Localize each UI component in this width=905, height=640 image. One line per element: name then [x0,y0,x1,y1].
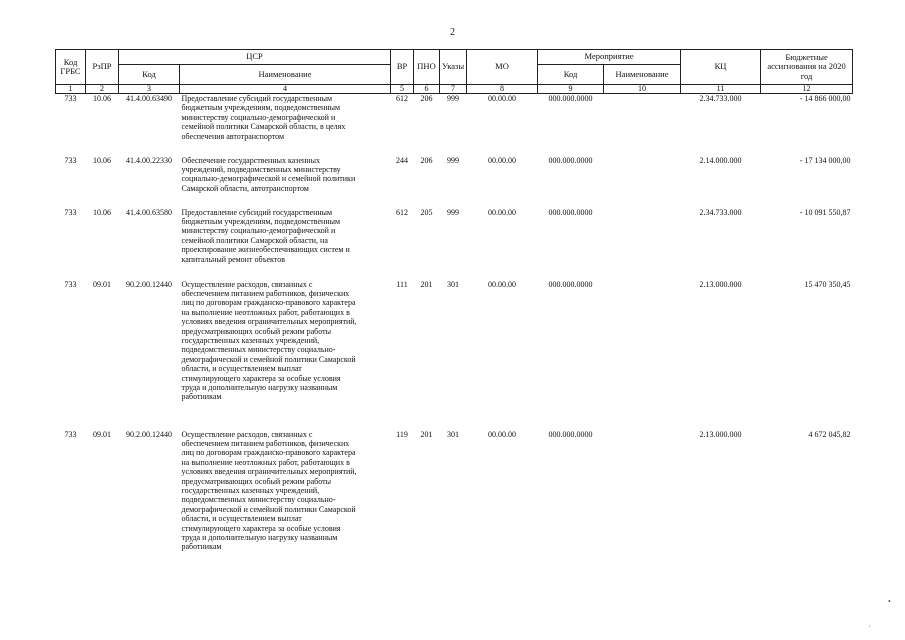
cell-mer-kod: 000.000.0000 [548,279,593,289]
cell-rzpr: 09.01 [93,429,111,439]
cell-grbs: 733 [64,279,77,289]
scan-speck: • [888,597,891,606]
cell-csr: 41.4.00.22330 [126,155,172,165]
table-row [56,280,853,430]
cell-vr: 612 [396,94,409,103]
cell-kc: 2.34.733.000 [699,207,742,217]
header-kod-grbs: Код ГРБС [56,50,86,85]
cell-rzpr: 10.06 [93,207,111,217]
cell-amount: 4 672 045,82 [808,429,851,439]
cell-mo: 00.00.00 [488,429,517,439]
column-number: 7 [440,85,467,94]
column-number: 8 [467,85,538,94]
cell-csr: 90.2.00.12440 [126,429,172,439]
cell-mer-name [604,430,681,560]
table-row [56,94,853,156]
header-mer-kod: Код [538,65,604,85]
cell-amount: - 17 134 000,00 [799,155,851,165]
cell-ukazy: 999 [447,94,460,103]
cell-csr: 41.4.00.63490 [126,94,172,103]
cell-mo: 00.00.00 [488,279,517,289]
header-csr-kod: Код [119,65,180,85]
column-number: 12 [761,85,853,94]
cell-mer-name [604,156,681,208]
cell-mer-kod: 000.000.0000 [548,429,593,439]
header-mo: МО [467,50,538,85]
column-number: 10 [604,85,681,94]
column-number: 1 [56,85,86,94]
cell-pno: 205 [420,207,433,217]
cell-csr: 41.4.00.63580 [126,207,172,217]
cell-amount: - 10 091 550,87 [799,207,851,217]
cell-mo: 00.00.00 [488,94,517,103]
column-number: 5 [391,85,414,94]
cell-mo: 00.00.00 [488,155,517,165]
cell-mo: 00.00.00 [488,207,517,217]
header-ukazy: Указы [440,50,467,85]
cell-pno: 206 [420,94,433,103]
column-number: 11 [681,85,761,94]
cell-name: Предоставление субсидий государственным бюджетным учреждениям, подведомственным министерству социально-демографической и семейной политики Самарской области, в целях обеспечения автотранспортом [181,94,346,141]
table-row [56,208,853,280]
cell-mer-name [604,208,681,280]
cell-csr: 90.2.00.12440 [126,279,172,289]
cell-grbs: 733 [64,155,77,165]
page-number: 2 [450,27,455,38]
header-rzpr: РзПР [86,50,119,85]
column-number: 6 [414,85,440,94]
header-vr: ВР [391,50,414,85]
cell-mer-name [604,94,681,156]
cell-kc: 2.34.733.000 [699,94,742,103]
cell-grbs: 733 [64,94,77,103]
cell-ukazy: 301 [447,279,460,289]
column-number: 2 [86,85,119,94]
cell-rzpr: 10.06 [93,94,111,103]
cell-mer-name [604,280,681,430]
header-csr: ЦСР [119,50,391,65]
cell-mer-kod: 000.000.0000 [548,155,593,165]
cell-name: Осуществление расходов, связанных с обеспечением питанием работников, физических лиц по договорам гражданско-правового характера на выполнение неотложных работ, работающих в условиях введения ограничительных мероприятий, предусматривающих особый режим работы государственных казенных учреждений, подведомственных министерству социально- демографической и семейной политики Самарской области, и осуществлением выплат стимулирующего характера за особые условия труда и дополнительную нагрузку названным работникам [181,429,357,552]
cell-rzpr: 09.01 [93,279,111,289]
cell-name: Осуществление расходов, связанных с обеспечением питанием работников, физических лиц по договорам гражданско-правового характера на выполнение неотложных работ, работающих в условиях введения ограничительных мероприятий, предусматривающих особый режим работы государственных казенных учреждений, подведомственных министерству социально- демографической и семейной политики Самарской области, и осуществлением выплат стимулирующего характера за особые условия труда и дополнительную нагрузку названным работникам [181,279,357,402]
header-mer-name: Наименование [604,65,681,85]
cell-amount: 15 470 350,45 [804,279,851,289]
cell-kc: 2.13.000.000 [699,429,742,439]
cell-pno: 206 [420,155,433,165]
table-row [56,156,853,208]
cell-grbs: 733 [64,207,77,217]
cell-mer-kod: 000.000.0000 [548,207,593,217]
header-csr-name: Наименование [180,65,391,85]
cell-vr: 111 [396,279,408,289]
budget-table [55,49,853,560]
cell-ukazy: 301 [447,429,460,439]
cell-grbs: 733 [64,429,77,439]
header-pno: ПНО [414,50,440,85]
header-kc: КЦ [681,50,761,85]
cell-pno: 201 [420,429,433,439]
cell-kc: 2.14.000.000 [699,155,742,165]
cell-mer-kod: 000.000.0000 [548,94,593,103]
cell-vr: 612 [396,207,409,217]
cell-amount: - 14 866 000,00 [799,94,851,103]
column-number: 9 [538,85,604,94]
header-budget: Бюджетные ассигнования на 2020 год [761,50,853,85]
column-number: 3 [119,85,180,94]
cell-rzpr: 10.06 [93,155,111,165]
scan-speck: · [868,622,871,631]
cell-vr: 244 [396,155,409,165]
cell-ukazy: 999 [447,155,460,165]
cell-ukazy: 999 [447,207,460,217]
header-meropriyatie: Мероприятие [538,50,681,65]
cell-vr: 119 [396,429,408,439]
table-row [56,430,853,560]
cell-kc: 2.13.000.000 [699,279,742,289]
column-number: 4 [180,85,391,94]
cell-pno: 201 [420,279,433,289]
cell-name: Обеспечение государственных казенных учреждений, подведомственных министерству социально-демографической и семейной политики Самарской области, автотранспортом [181,155,356,193]
cell-name: Предоставление субсидий государственным бюджетным учреждениям, подведомственным министерству социально-демографической и семейной политики Самарской области, на проектирование жизнеобеспечивающих систем и капитальный ремонт объектов [181,207,350,264]
